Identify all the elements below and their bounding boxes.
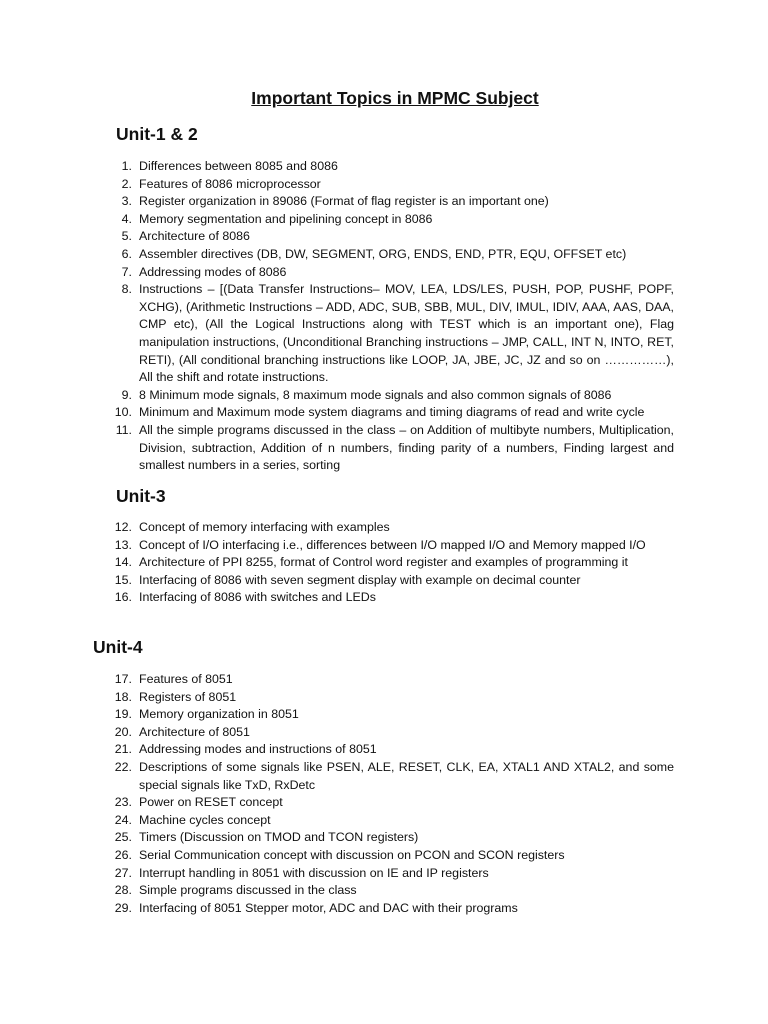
topic-number: 8. bbox=[121, 282, 132, 297]
topic-text: Machine cycles concept bbox=[139, 812, 271, 827]
topic-item bbox=[110, 387, 674, 405]
topic-text: Registers of 8051 bbox=[139, 689, 237, 704]
topic-text: Features of 8086 microprocessor bbox=[139, 176, 321, 191]
topic-item bbox=[110, 706, 674, 724]
topic-text: Minimum and Maximum mode system diagrams and timing diagrams of read and write cycle bbox=[139, 405, 645, 420]
topic-number: 12. bbox=[114, 520, 132, 534]
topic-item bbox=[110, 176, 674, 194]
topic-text: Differences between 8085 and 8086 bbox=[139, 159, 338, 173]
topic-number: 13. bbox=[114, 537, 132, 552]
topic-number: 10. bbox=[114, 405, 132, 420]
page-title: Important Topics in MPMC Subject bbox=[251, 88, 539, 108]
topic-text: Timers (Discussion on TMOD and TCON registers) bbox=[139, 830, 419, 845]
topic-item bbox=[110, 794, 674, 812]
topic-text: Architecture of PPI 8255, format of Control word register and examples of programming it bbox=[139, 555, 628, 570]
topic-number: 15. bbox=[114, 572, 132, 587]
topic-text: Power on RESET concept bbox=[139, 795, 283, 810]
topic-text: Interfacing of 8086 with switches and LEDs bbox=[139, 590, 376, 605]
topic-number: 19. bbox=[114, 707, 132, 722]
topic-item bbox=[110, 589, 674, 607]
topic-item bbox=[110, 882, 674, 900]
topic-number: 11. bbox=[115, 422, 132, 437]
topic-text: Features of 8051 bbox=[139, 672, 233, 686]
topic-item bbox=[110, 211, 674, 229]
topic-number: 23. bbox=[114, 795, 132, 810]
topic-item bbox=[110, 759, 674, 794]
topic-number: 7. bbox=[121, 264, 132, 279]
topic-text: All the simple programs discussed in the class – on Addition of multibyte numbers, Multiplication, Division, subtraction, Addition of n numbers, finding parity of a numbers, Finding largest and smallest numbers in a series, sorting bbox=[139, 422, 674, 473]
topic-number: 16. bbox=[114, 590, 132, 605]
unit-heading-1-2: Unit-1 & 2 bbox=[116, 124, 198, 144]
unit-heading-3: Unit-3 bbox=[116, 486, 166, 506]
topic-text: Serial Communication concept with discussion on PCON and SCON registers bbox=[139, 847, 565, 862]
topic-text: 8 Minimum mode signals, 8 maximum mode signals and also common signals of 8086 bbox=[139, 387, 612, 402]
topic-number: 9. bbox=[121, 387, 132, 402]
topic-number: 25. bbox=[114, 830, 132, 845]
topic-text: Concept of I/O interfacing i.e., differences between I/O mapped I/O and Memory mapped I/O bbox=[139, 537, 646, 552]
topic-text: Register organization in 89086 (Format of flag register is an important one) bbox=[139, 194, 549, 209]
topic-item bbox=[110, 281, 674, 387]
topic-number: 1. bbox=[121, 159, 132, 173]
topic-item bbox=[110, 228, 674, 246]
topic-text: Interfacing of 8086 with seven segment display with example on decimal counter bbox=[139, 572, 581, 587]
unit-1-2-topic-list bbox=[110, 158, 674, 475]
topic-item bbox=[110, 741, 674, 759]
topic-text: Instructions – [(Data Transfer Instructions– MOV, LEA, LDS/LES, PUSH, POP, PUSHF, POPF, XCHG), (Arithmetic Instructions – ADD, ADC, SUB, SBB, MUL, DIV, IMUL, IDIV, AAA, AAS, DAA, CMP etc), (All the Logical Instructions along with TEST which is an important one), Flag manipulation instructions, (Unconditional Branching instructions – JMP, CALL, INT N, INTO, RET, RETI), (All conditional branching instructions like LOOP, JA, JBE, JC, JZ and so on ……………), All the shift and rotate instructions. bbox=[139, 282, 674, 385]
topic-item bbox=[110, 572, 674, 590]
topic-item bbox=[110, 422, 674, 475]
topic-text: Concept of memory interfacing with examples bbox=[139, 520, 390, 534]
topic-item bbox=[110, 264, 674, 282]
topic-number: 14. bbox=[114, 555, 132, 570]
unit-3-topic-list bbox=[110, 519, 674, 607]
topic-item bbox=[110, 812, 674, 830]
topic-text: Addressing modes and instructions of 8051 bbox=[139, 742, 377, 757]
topic-item bbox=[110, 537, 674, 555]
topic-text: Assembler directives (DB, DW, SEGMENT, ORG, ENDS, END, PTR, EQU, OFFSET etc) bbox=[139, 246, 627, 261]
topic-number: 3. bbox=[121, 194, 132, 209]
topic-item bbox=[110, 519, 674, 537]
topic-number: 18. bbox=[114, 689, 132, 704]
topic-item bbox=[110, 158, 674, 176]
topic-item bbox=[110, 193, 674, 211]
topic-item bbox=[110, 900, 674, 918]
topic-item bbox=[110, 404, 674, 422]
topic-item bbox=[110, 847, 674, 865]
topic-number: 5. bbox=[121, 229, 132, 244]
topic-text: Addressing modes of 8086 bbox=[139, 264, 287, 279]
topic-number: 17. bbox=[114, 672, 132, 686]
topic-number: 26. bbox=[114, 847, 132, 862]
topic-text: Memory organization in 8051 bbox=[139, 707, 299, 722]
topic-item bbox=[110, 865, 674, 883]
topic-text: Architecture of 8051 bbox=[139, 724, 250, 739]
unit-heading-4: Unit-4 bbox=[93, 637, 143, 657]
unit-4-topic-list bbox=[110, 671, 674, 917]
topic-item bbox=[110, 689, 674, 707]
topic-number: 6. bbox=[121, 246, 132, 261]
topic-number: 21. bbox=[114, 742, 132, 757]
topic-item bbox=[110, 829, 674, 847]
topic-number: 29. bbox=[114, 900, 132, 915]
topic-number: 4. bbox=[121, 211, 132, 226]
topic-item bbox=[110, 246, 674, 264]
topic-text: Interfacing of 8051 Stepper motor, ADC and DAC with their programs bbox=[139, 900, 518, 915]
topic-text: Memory segmentation and pipelining concept in 8086 bbox=[139, 211, 433, 226]
topic-number: 2. bbox=[121, 176, 132, 191]
topic-item bbox=[110, 554, 674, 572]
topic-number: 24. bbox=[114, 812, 132, 827]
topic-number: 22. bbox=[114, 759, 132, 774]
topic-text: Simple programs discussed in the class bbox=[139, 883, 357, 898]
topic-item bbox=[110, 671, 674, 689]
topic-text: Architecture of 8086 bbox=[139, 229, 250, 244]
topic-text: Descriptions of some signals like PSEN, ALE, RESET, CLK, EA, XTAL1 AND XTAL2, and some special signals like TxD, RxDetc bbox=[139, 759, 674, 792]
topic-item bbox=[110, 724, 674, 742]
topic-number: 28. bbox=[114, 883, 132, 898]
topic-number: 20. bbox=[114, 724, 132, 739]
topic-text: Interrupt handling in 8051 with discussion on IE and IP registers bbox=[139, 865, 489, 880]
topic-number: 27. bbox=[114, 865, 132, 880]
